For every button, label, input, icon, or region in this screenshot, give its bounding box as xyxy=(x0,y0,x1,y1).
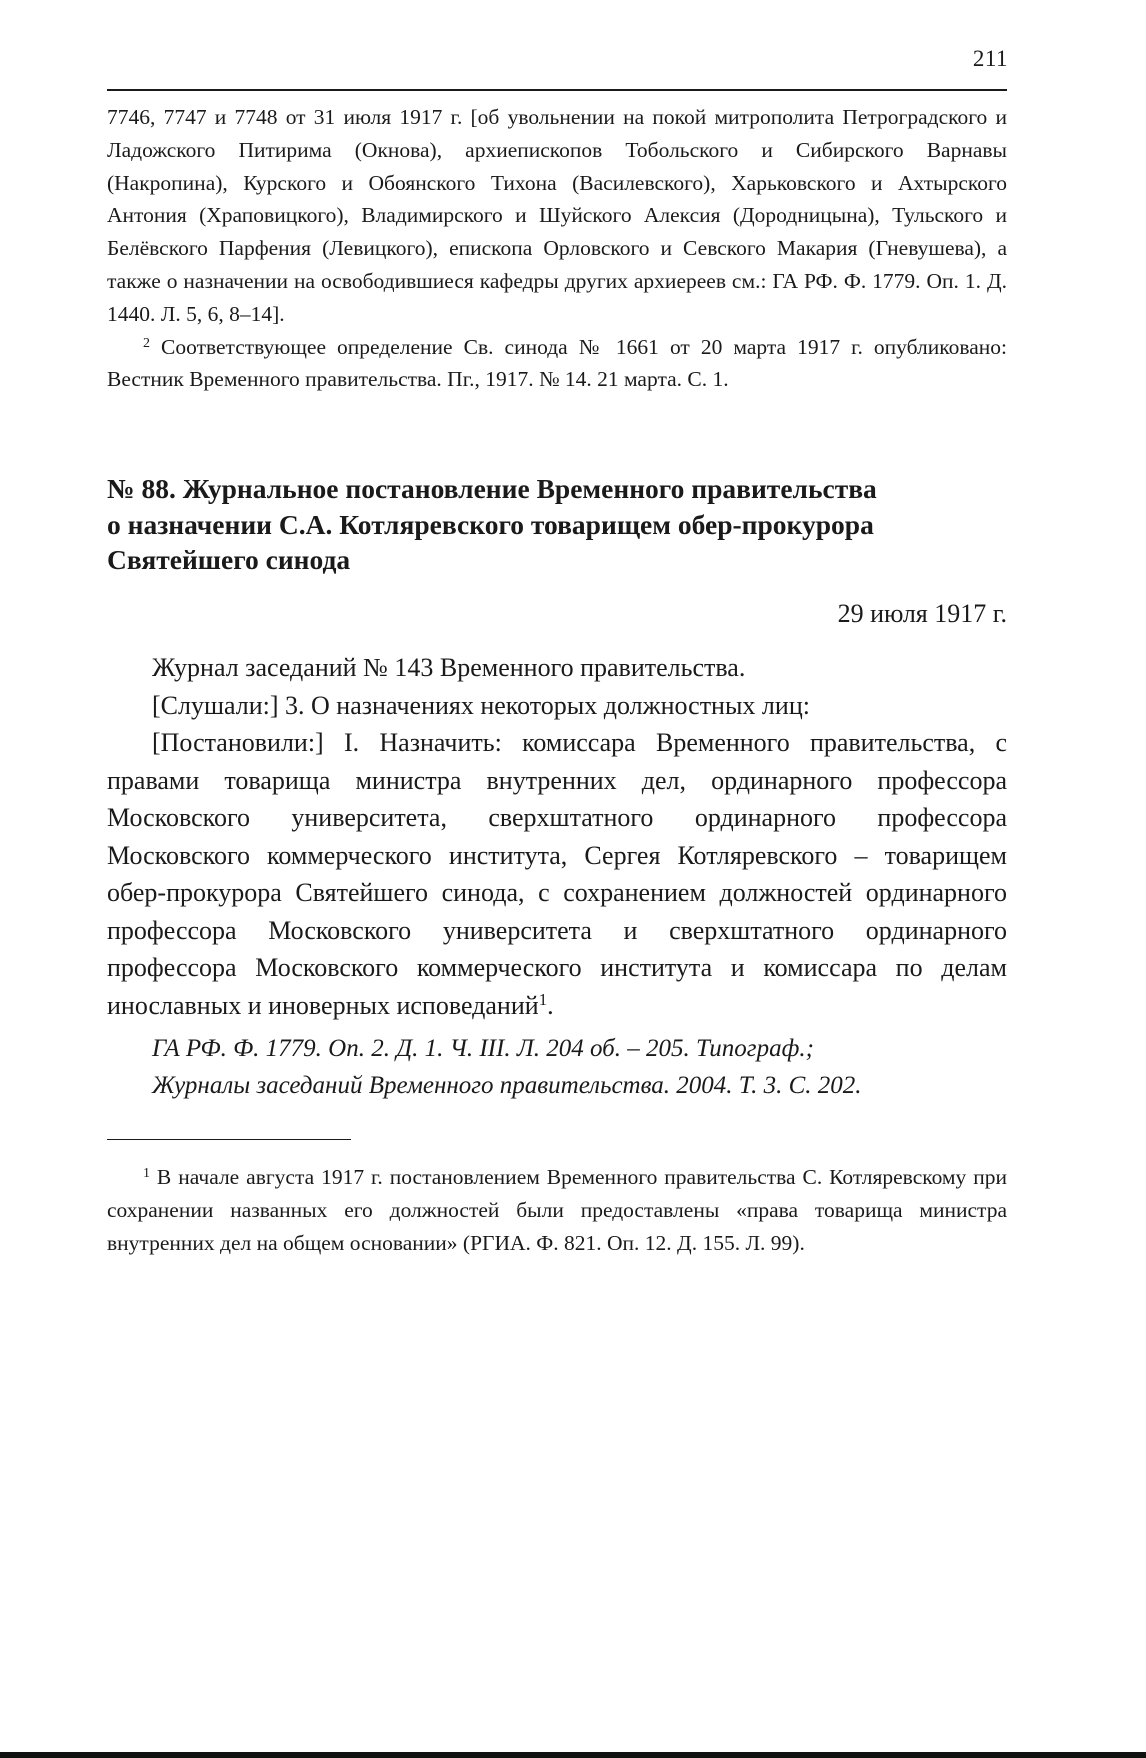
heading-line-3: Святейшего синода xyxy=(107,544,351,575)
document-heading xyxy=(107,471,967,578)
heading-line-1: № 88. Журнальное постановление Временного правительства xyxy=(107,473,877,504)
archival-source xyxy=(152,1030,1012,1104)
footnote-1-marker: 1 xyxy=(143,1166,150,1182)
footnote-separator xyxy=(107,1139,351,1140)
resolution-end: . xyxy=(547,990,554,1020)
footnote-continuation: 7746, 7747 и 7748 от 31 июля 1917 г. [об увольнении на покой митрополита Петроградского и Ладожского Питирима (Окнова), архиепископов Тобольского и Сибирского Варнавы (Накропина), Курского и Обоянского Тихона (Василевского), Харьковского и Ахтырского Антония (Храповицкого), Владимирского и Шуйского Алексия (Дородницына), Тульского и Белёвского Парфения (Левицкого), епископа Орловского и Севского Макария (Гневушева), а также о назначении на освободившиеся кафедры других архиереев см.: ГА РФ. Ф. 1779. Оп. 1. Д. 1440. Л. 5, 6, 8–14]. xyxy=(107,105,1007,326)
paragraph-heard: [Слушали:] 3. О назначениях некоторых должностных лиц: xyxy=(152,690,810,720)
header-rule xyxy=(107,89,1007,91)
page-number: 211 xyxy=(972,46,1008,71)
document-date: 29 июля 1917 г. xyxy=(837,599,1007,628)
document-body xyxy=(107,649,1007,1024)
footnote-1-text: В начале августа 1917 г. постановлением Временного правительства С. Котляревскому при сохранении названных его должностей были предоставлены «права товарища министра внутренних дел на общем основании» (РГИА. Ф. 821. Оп. 12. Д. 155. Л. 99). xyxy=(107,1165,1007,1255)
bottom-footnotes xyxy=(107,1161,1007,1259)
footnote-2 xyxy=(107,331,1007,397)
resolution-text: [Постановили:] I. Назначить: комиссара Временного правительства, с правами товарища министра внутренних дел, ординарного профессора Московского университета, сверхштатного ординарного профессора Московского коммерческого института, Сергея Котляревского – товарищем обер-прокурора Святейшего синода, с сохранением должностей ординарного профессора Московского университета и сверхштатного ординарного профессора Московского коммерческого института и комиссара по делам инославных и иноверных исповеданий xyxy=(107,728,1007,1020)
source-line-2: Журналы заседаний Временного правительства. 2004. Т. 3. С. 202. xyxy=(152,1072,862,1099)
paragraph-resolved xyxy=(107,724,1007,1024)
top-footnotes xyxy=(107,101,1007,396)
footnote-2-text: Соответствующее определение Св. синода № 1661 от 20 марта 1917 г. опубликовано: Вестник Временного правительства. Пг., 1917. № 14. 21 марта. С. 1. xyxy=(107,334,1007,392)
source-line-1: ГА РФ. Ф. 1779. Оп. 2. Д. 1. Ч. III. Л. 204 об. – 205. Типограф.; xyxy=(152,1035,814,1062)
footnote-2-marker: 2 xyxy=(143,335,150,351)
footnote-1 xyxy=(107,1161,1007,1259)
paragraph-journal: Журнал заседаний № 143 Временного правительства. xyxy=(152,653,746,682)
page-bottom-edge xyxy=(0,1752,1146,1758)
footnote-1-reference[interactable]: 1 xyxy=(538,990,548,1010)
heading-line-2: о назначении С.А. Котляревского товарищем обер-прокурора xyxy=(107,508,874,540)
